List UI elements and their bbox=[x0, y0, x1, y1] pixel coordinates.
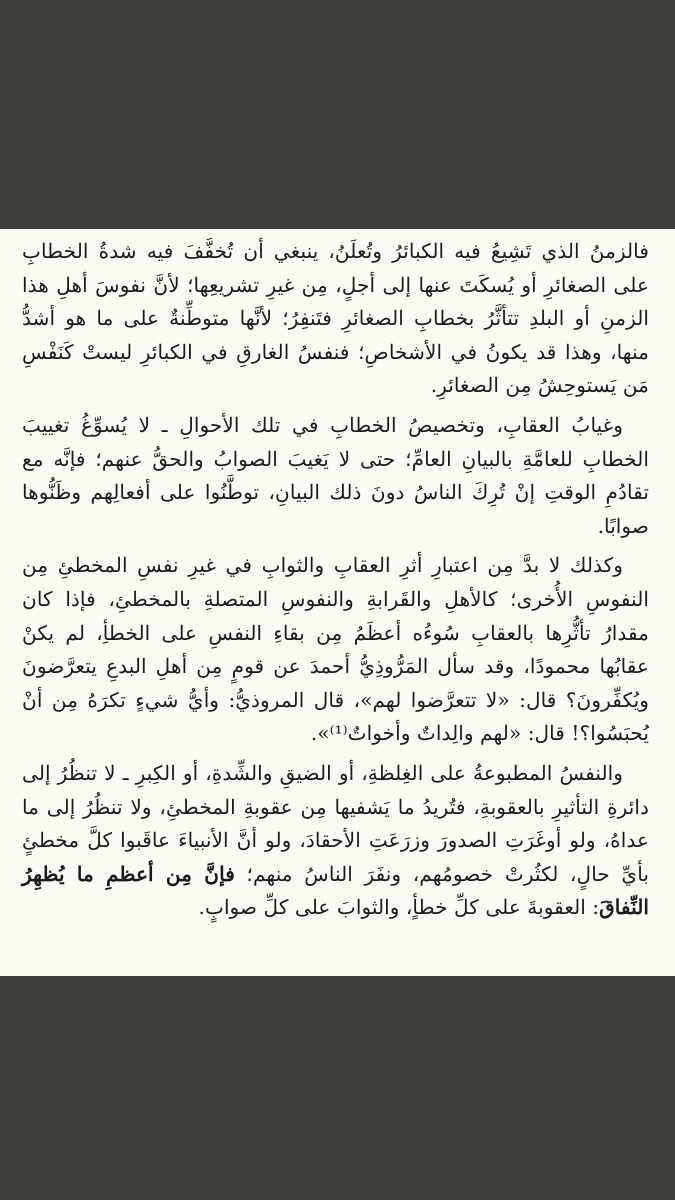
paragraph-4-bold-phrase: فإنَّ مِن أعظمِ ما يُظهِرُ النِّفاقَ bbox=[22, 861, 649, 920]
paragraph-1 bbox=[22, 235, 649, 403]
paragraph-4-text: والنفسُ المطبوعةُ على الغِلظةِ، أو الضيقِ والشِّدةِ، أو الكِبرِ ـ لا تنظُرُ إلى دائرةِ التأثيرِ بالعقوبةِ، فتُريدُ ما يَشفيها مِن عقوبةِ المخطئِ، ولا تنظُرُ إلى ما عداهُ، ولو أوغَرَتِ الصدورَ وزرَعَتِ الأحقادَ، ولو أنَّ الأنبياءَ عاقَبوا كلَّ مخطئٍ بأيِّ حالٍ، لكثُرتْ خصومُهم، ونفَرَ الناسُ منهم؛ bbox=[22, 760, 649, 886]
paragraph-2-text: وغيابُ العقابِ، وتخصيصُ الخطابِ في تلك الأحوالِ ـ لا يُسوِّغُ تغييبَ الخطابِ للعامَّةِ بالبيانِ العامِّ؛ حتى لا يَغيبَ الصوابُ والحقُّ عنهم؛ فإنَّه مع تقادُمِ الوقتِ إنْ تُرِكَ الناسُ دونَ ذلك البيانِ، توطَّنُوا على أفعالِهم وظَنُّوها صوابًا. bbox=[22, 412, 649, 538]
paragraph-2 bbox=[22, 409, 649, 543]
paragraph-4-ending: : العقوبةَ على كلِّ خطأٍ، والثوابَ على كلِّ صوابٍ. bbox=[198, 895, 600, 920]
paragraph-3-text: وكذلك لا بدَّ مِن اعتبارِ أثرِ العقابِ والثوابِ في غيرِ نفسِ المخطئِ مِن النفوسِ الأُخرى؛ كالأهلِ والقَرابةِ والنفوسِ المتصلةِ بالمخطئِ، فإذا كان مقدارُ تأثُّرِها بالعقابِ سُوءُه أعظَمُ مِن بقاءِ النفسِ على الخطأِ، لم يكنْ عقابُها محمودًا، وقد سأل المَرُّوذِيُّ أحمدَ عن قومٍ مِن أهلِ البدعِ يتعرَّضونَ ويُكفِّرونَ؟ قال: «لا تتعرَّضوا لهم»، قال المروذيُّ: وأيُّ شيءٍ تكرَهُ مِن أنْ يُحبَسُوا؟! قال: «لهم والِداتٌ وأخواتٌ⁽¹⁾». bbox=[22, 553, 649, 746]
paragraph-3 bbox=[22, 549, 649, 751]
paragraph-4 bbox=[22, 757, 649, 925]
paragraph-1-text: فالزمنُ الذي تَشِيعُ فيه الكبائرُ وتُعلَنُ، ينبغي أن تُخفَّفَ فيه شدةُ الخطابِ على الصغائرِ أو يُسكَتَ عنها إلى أجلٍ، مِن غيرِ تشريعِها؛ لأنَّ نفوسَ أهلِ هذا الزمنِ أو البلدِ تتأثَّرُ بخطابِ الصغائرِ فتَنفِرُ؛ لأنَّها متوطِّنةٌ على ما هو أشدُّ منها، وهذا قد يكونُ في الأشخاصِ؛ فنفسُ الغارقِ في الكبائرِ ليستْ كَنَفْسِ مَن يَستوحِشُ مِن الصغائرِ. bbox=[22, 239, 649, 398]
book-page bbox=[0, 229, 675, 976]
